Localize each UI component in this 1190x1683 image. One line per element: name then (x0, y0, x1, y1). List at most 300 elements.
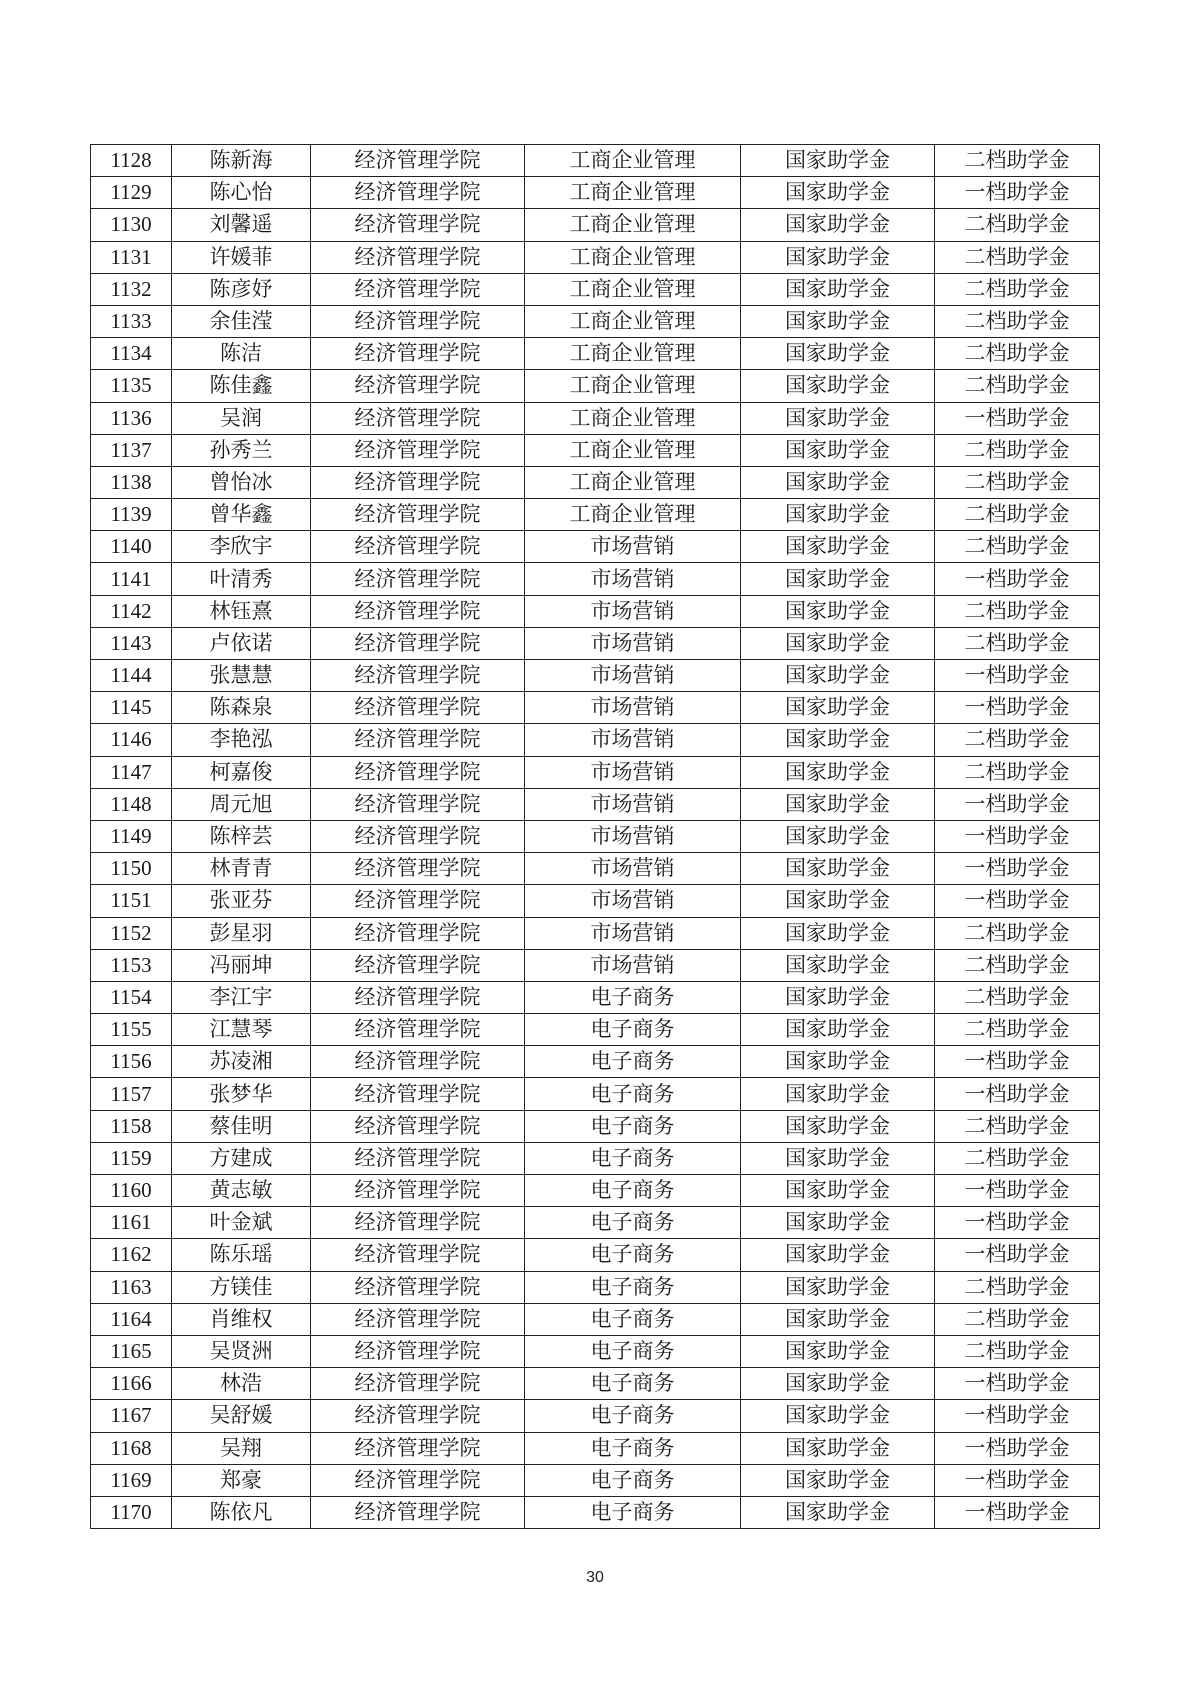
table-row (91, 1271, 1100, 1303)
cell-number: 1141 (91, 563, 172, 595)
cell-major: 电子商务 (525, 981, 741, 1013)
cell-major: 市场营销 (525, 820, 741, 852)
table-row (91, 273, 1100, 305)
cell-name: 吴贤洲 (172, 1335, 311, 1367)
table-row (91, 853, 1100, 885)
cell-college: 经济管理学院 (311, 1400, 525, 1432)
cell-name: 苏凌湘 (172, 1046, 311, 1078)
cell-college: 经济管理学院 (311, 273, 525, 305)
cell-major: 工商企业管理 (525, 209, 741, 241)
cell-college: 经济管理学院 (311, 402, 525, 434)
cell-grant-level: 一档助学金 (935, 853, 1100, 885)
cell-grant-type: 国家助学金 (741, 531, 935, 563)
cell-college: 经济管理学院 (311, 1175, 525, 1207)
table-row (91, 1400, 1100, 1432)
cell-name: 叶清秀 (172, 563, 311, 595)
cell-name: 卢依诺 (172, 627, 311, 659)
cell-number: 1129 (91, 177, 172, 209)
cell-grant-level: 一档助学金 (935, 1078, 1100, 1110)
cell-name: 陈乐瑶 (172, 1239, 311, 1271)
cell-grant-level: 一档助学金 (935, 1496, 1100, 1528)
cell-grant-type: 国家助学金 (741, 466, 935, 498)
table-row (91, 627, 1100, 659)
table-row (91, 531, 1100, 563)
cell-grant-type: 国家助学金 (741, 1464, 935, 1496)
table-row (91, 1368, 1100, 1400)
cell-number: 1163 (91, 1271, 172, 1303)
cell-grant-level: 二档助学金 (935, 499, 1100, 531)
cell-college: 经济管理学院 (311, 1207, 525, 1239)
cell-name: 肖维权 (172, 1303, 311, 1335)
cell-name: 周元旭 (172, 788, 311, 820)
cell-grant-type: 国家助学金 (741, 1014, 935, 1046)
cell-grant-type: 国家助学金 (741, 1239, 935, 1271)
cell-number: 1151 (91, 885, 172, 917)
cell-grant-level: 一档助学金 (935, 1046, 1100, 1078)
cell-name: 吴翔 (172, 1432, 311, 1464)
cell-grant-type: 国家助学金 (741, 660, 935, 692)
table-row (91, 1046, 1100, 1078)
cell-college: 经济管理学院 (311, 1432, 525, 1464)
cell-college: 经济管理学院 (311, 724, 525, 756)
cell-number: 1131 (91, 241, 172, 273)
cell-name: 彭星羽 (172, 917, 311, 949)
cell-name: 陈佳鑫 (172, 370, 311, 402)
table-row (91, 434, 1100, 466)
cell-name: 李艳泓 (172, 724, 311, 756)
cell-college: 经济管理学院 (311, 692, 525, 724)
cell-grant-level: 二档助学金 (935, 981, 1100, 1013)
cell-grant-level: 二档助学金 (935, 1142, 1100, 1174)
cell-number: 1164 (91, 1303, 172, 1335)
cell-major: 电子商务 (525, 1271, 741, 1303)
cell-major: 电子商务 (525, 1464, 741, 1496)
cell-college: 经济管理学院 (311, 1335, 525, 1367)
cell-major: 电子商务 (525, 1142, 741, 1174)
cell-major: 工商企业管理 (525, 177, 741, 209)
cell-major: 电子商务 (525, 1014, 741, 1046)
cell-number: 1167 (91, 1400, 172, 1432)
table-row (91, 660, 1100, 692)
cell-grant-type: 国家助学金 (741, 1271, 935, 1303)
cell-grant-type: 国家助学金 (741, 595, 935, 627)
cell-major: 市场营销 (525, 853, 741, 885)
cell-grant-type: 国家助学金 (741, 1303, 935, 1335)
cell-grant-level: 二档助学金 (935, 145, 1100, 177)
cell-number: 1159 (91, 1142, 172, 1174)
cell-major: 市场营销 (525, 724, 741, 756)
cell-college: 经济管理学院 (311, 820, 525, 852)
cell-grant-type: 国家助学金 (741, 434, 935, 466)
cell-college: 经济管理学院 (311, 531, 525, 563)
cell-name: 蔡佳明 (172, 1110, 311, 1142)
cell-college: 经济管理学院 (311, 370, 525, 402)
cell-grant-type: 国家助学金 (741, 1046, 935, 1078)
cell-number: 1165 (91, 1335, 172, 1367)
cell-grant-level: 二档助学金 (935, 1014, 1100, 1046)
cell-name: 余佳滢 (172, 305, 311, 337)
cell-number: 1170 (91, 1496, 172, 1528)
cell-number: 1166 (91, 1368, 172, 1400)
cell-grant-level: 二档助学金 (935, 949, 1100, 981)
cell-grant-level: 一档助学金 (935, 177, 1100, 209)
cell-college: 经济管理学院 (311, 1303, 525, 1335)
table-row (91, 370, 1100, 402)
table-row (91, 563, 1100, 595)
cell-name: 方镁佳 (172, 1271, 311, 1303)
cell-grant-type: 国家助学金 (741, 981, 935, 1013)
table-row (91, 1078, 1100, 1110)
cell-grant-type: 国家助学金 (741, 692, 935, 724)
cell-major: 市场营销 (525, 756, 741, 788)
cell-number: 1133 (91, 305, 172, 337)
cell-grant-level: 二档助学金 (935, 273, 1100, 305)
cell-name: 林钰熹 (172, 595, 311, 627)
cell-name: 李江宇 (172, 981, 311, 1013)
table-row (91, 1303, 1100, 1335)
cell-grant-level: 一档助学金 (935, 1207, 1100, 1239)
cell-major: 电子商务 (525, 1239, 741, 1271)
cell-grant-type: 国家助学金 (741, 1496, 935, 1528)
table-row (91, 1207, 1100, 1239)
cell-college: 经济管理学院 (311, 563, 525, 595)
cell-major: 工商企业管理 (525, 466, 741, 498)
cell-grant-type: 国家助学金 (741, 1142, 935, 1174)
cell-major: 工商企业管理 (525, 273, 741, 305)
table-row (91, 145, 1100, 177)
cell-number: 1150 (91, 853, 172, 885)
cell-grant-type: 国家助学金 (741, 788, 935, 820)
cell-college: 经济管理学院 (311, 949, 525, 981)
cell-major: 电子商务 (525, 1046, 741, 1078)
cell-name: 方建成 (172, 1142, 311, 1174)
cell-name: 陈新海 (172, 145, 311, 177)
table-row (91, 692, 1100, 724)
cell-grant-type: 国家助学金 (741, 885, 935, 917)
cell-grant-level: 二档助学金 (935, 241, 1100, 273)
cell-major: 电子商务 (525, 1207, 741, 1239)
aid-recipients-table (90, 144, 1100, 1529)
table-row (91, 1496, 1100, 1528)
cell-grant-type: 国家助学金 (741, 1368, 935, 1400)
cell-grant-type: 国家助学金 (741, 177, 935, 209)
cell-grant-type: 国家助学金 (741, 853, 935, 885)
cell-major: 工商企业管理 (525, 305, 741, 337)
cell-name: 郑豪 (172, 1464, 311, 1496)
cell-number: 1143 (91, 627, 172, 659)
cell-name: 许媛菲 (172, 241, 311, 273)
cell-number: 1152 (91, 917, 172, 949)
cell-name: 孙秀兰 (172, 434, 311, 466)
cell-name: 柯嘉俊 (172, 756, 311, 788)
table-row (91, 949, 1100, 981)
cell-grant-level: 一档助学金 (935, 1239, 1100, 1271)
cell-name: 林青青 (172, 853, 311, 885)
cell-grant-type: 国家助学金 (741, 1110, 935, 1142)
cell-grant-type: 国家助学金 (741, 402, 935, 434)
cell-grant-level: 二档助学金 (935, 595, 1100, 627)
cell-number: 1168 (91, 1432, 172, 1464)
cell-number: 1142 (91, 595, 172, 627)
cell-college: 经济管理学院 (311, 209, 525, 241)
cell-major: 市场营销 (525, 660, 741, 692)
cell-major: 市场营销 (525, 595, 741, 627)
cell-college: 经济管理学院 (311, 885, 525, 917)
cell-grant-type: 国家助学金 (741, 756, 935, 788)
cell-name: 冯丽坤 (172, 949, 311, 981)
cell-college: 经济管理学院 (311, 1046, 525, 1078)
cell-college: 经济管理学院 (311, 1464, 525, 1496)
cell-major: 工商企业管理 (525, 434, 741, 466)
cell-college: 经济管理学院 (311, 1014, 525, 1046)
table-row (91, 1335, 1100, 1367)
cell-college: 经济管理学院 (311, 338, 525, 370)
cell-major: 工商企业管理 (525, 241, 741, 273)
cell-college: 经济管理学院 (311, 756, 525, 788)
cell-number: 1139 (91, 499, 172, 531)
cell-number: 1148 (91, 788, 172, 820)
cell-grant-type: 国家助学金 (741, 499, 935, 531)
cell-college: 经济管理学院 (311, 917, 525, 949)
cell-name: 曾华鑫 (172, 499, 311, 531)
cell-name: 张亚芬 (172, 885, 311, 917)
table-row (91, 1464, 1100, 1496)
cell-grant-type: 国家助学金 (741, 1335, 935, 1367)
cell-college: 经济管理学院 (311, 1142, 525, 1174)
cell-grant-level: 一档助学金 (935, 402, 1100, 434)
cell-major: 电子商务 (525, 1110, 741, 1142)
cell-grant-level: 二档助学金 (935, 1303, 1100, 1335)
cell-name: 叶金斌 (172, 1207, 311, 1239)
table-row (91, 1014, 1100, 1046)
cell-grant-type: 国家助学金 (741, 241, 935, 273)
cell-name: 李欣宇 (172, 531, 311, 563)
cell-number: 1128 (91, 145, 172, 177)
cell-grant-type: 国家助学金 (741, 305, 935, 337)
cell-grant-level: 一档助学金 (935, 788, 1100, 820)
cell-name: 陈心怡 (172, 177, 311, 209)
cell-college: 经济管理学院 (311, 466, 525, 498)
cell-major: 市场营销 (525, 788, 741, 820)
cell-grant-level: 一档助学金 (935, 1400, 1100, 1432)
cell-college: 经济管理学院 (311, 499, 525, 531)
cell-major: 工商企业管理 (525, 402, 741, 434)
table-row (91, 788, 1100, 820)
cell-grant-level: 一档助学金 (935, 660, 1100, 692)
cell-number: 1130 (91, 209, 172, 241)
cell-grant-level: 二档助学金 (935, 917, 1100, 949)
cell-grant-type: 国家助学金 (741, 1400, 935, 1432)
cell-name: 林浩 (172, 1368, 311, 1400)
cell-grant-level: 二档助学金 (935, 1110, 1100, 1142)
cell-name: 陈彦妤 (172, 273, 311, 305)
cell-grant-level: 二档助学金 (935, 756, 1100, 788)
cell-major: 电子商务 (525, 1335, 741, 1367)
cell-grant-type: 国家助学金 (741, 145, 935, 177)
cell-college: 经济管理学院 (311, 305, 525, 337)
cell-major: 电子商务 (525, 1078, 741, 1110)
cell-number: 1155 (91, 1014, 172, 1046)
cell-grant-type: 国家助学金 (741, 917, 935, 949)
cell-number: 1136 (91, 402, 172, 434)
table-row (91, 981, 1100, 1013)
cell-grant-level: 二档助学金 (935, 338, 1100, 370)
cell-college: 经济管理学院 (311, 660, 525, 692)
cell-major: 市场营销 (525, 949, 741, 981)
cell-number: 1138 (91, 466, 172, 498)
cell-grant-level: 一档助学金 (935, 1175, 1100, 1207)
cell-number: 1137 (91, 434, 172, 466)
cell-grant-type: 国家助学金 (741, 1432, 935, 1464)
cell-grant-level: 二档助学金 (935, 627, 1100, 659)
cell-major: 电子商务 (525, 1400, 741, 1432)
cell-major: 电子商务 (525, 1432, 741, 1464)
cell-college: 经济管理学院 (311, 627, 525, 659)
cell-major: 工商企业管理 (525, 145, 741, 177)
cell-grant-level: 二档助学金 (935, 209, 1100, 241)
cell-number: 1146 (91, 724, 172, 756)
cell-major: 市场营销 (525, 563, 741, 595)
cell-name: 江慧琴 (172, 1014, 311, 1046)
cell-name: 曾怡冰 (172, 466, 311, 498)
cell-college: 经济管理学院 (311, 595, 525, 627)
table-row (91, 756, 1100, 788)
cell-grant-type: 国家助学金 (741, 563, 935, 595)
cell-college: 经济管理学院 (311, 177, 525, 209)
table-row (91, 917, 1100, 949)
table-row (91, 499, 1100, 531)
cell-major: 工商企业管理 (525, 338, 741, 370)
cell-number: 1158 (91, 1110, 172, 1142)
cell-major: 市场营销 (525, 917, 741, 949)
cell-grant-type: 国家助学金 (741, 209, 935, 241)
cell-college: 经济管理学院 (311, 1110, 525, 1142)
cell-major: 电子商务 (525, 1175, 741, 1207)
table-row (91, 241, 1100, 273)
cell-name: 吴润 (172, 402, 311, 434)
cell-grant-type: 国家助学金 (741, 949, 935, 981)
cell-number: 1144 (91, 660, 172, 692)
cell-name: 张梦华 (172, 1078, 311, 1110)
cell-college: 经济管理学院 (311, 1496, 525, 1528)
cell-grant-type: 国家助学金 (741, 338, 935, 370)
cell-grant-type: 国家助学金 (741, 370, 935, 402)
cell-grant-level: 一档助学金 (935, 692, 1100, 724)
cell-major: 电子商务 (525, 1496, 741, 1528)
cell-major: 市场营销 (525, 885, 741, 917)
cell-number: 1160 (91, 1175, 172, 1207)
cell-college: 经济管理学院 (311, 241, 525, 273)
table-row (91, 1175, 1100, 1207)
cell-number: 1169 (91, 1464, 172, 1496)
cell-number: 1162 (91, 1239, 172, 1271)
cell-number: 1147 (91, 756, 172, 788)
cell-name: 陈洁 (172, 338, 311, 370)
cell-grant-level: 一档助学金 (935, 885, 1100, 917)
cell-grant-type: 国家助学金 (741, 627, 935, 659)
table-row (91, 209, 1100, 241)
cell-number: 1157 (91, 1078, 172, 1110)
cell-grant-level: 二档助学金 (935, 434, 1100, 466)
cell-college: 经济管理学院 (311, 981, 525, 1013)
cell-grant-level: 二档助学金 (935, 370, 1100, 402)
cell-grant-level: 二档助学金 (935, 724, 1100, 756)
cell-grant-level: 一档助学金 (935, 1432, 1100, 1464)
cell-name: 张慧慧 (172, 660, 311, 692)
cell-grant-type: 国家助学金 (741, 820, 935, 852)
cell-name: 黄志敏 (172, 1175, 311, 1207)
cell-major: 电子商务 (525, 1368, 741, 1400)
page-number: 30 (586, 1569, 604, 1586)
cell-number: 1153 (91, 949, 172, 981)
cell-college: 经济管理学院 (311, 1271, 525, 1303)
cell-grant-type: 国家助学金 (741, 1207, 935, 1239)
cell-number: 1132 (91, 273, 172, 305)
cell-college: 经济管理学院 (311, 1368, 525, 1400)
cell-college: 经济管理学院 (311, 1078, 525, 1110)
cell-number: 1134 (91, 338, 172, 370)
cell-grant-level: 一档助学金 (935, 1464, 1100, 1496)
cell-number: 1156 (91, 1046, 172, 1078)
cell-major: 市场营销 (525, 531, 741, 563)
table-row (91, 885, 1100, 917)
cell-college: 经济管理学院 (311, 145, 525, 177)
cell-grant-type: 国家助学金 (741, 724, 935, 756)
table-row (91, 1239, 1100, 1271)
cell-number: 1145 (91, 692, 172, 724)
cell-major: 市场营销 (525, 627, 741, 659)
cell-grant-level: 一档助学金 (935, 1368, 1100, 1400)
table-row (91, 402, 1100, 434)
cell-major: 工商企业管理 (525, 370, 741, 402)
table-body (91, 145, 1100, 1529)
cell-name: 吴舒媛 (172, 1400, 311, 1432)
cell-number: 1140 (91, 531, 172, 563)
cell-college: 经济管理学院 (311, 788, 525, 820)
cell-number: 1161 (91, 1207, 172, 1239)
table-row (91, 1142, 1100, 1174)
cell-major: 工商企业管理 (525, 499, 741, 531)
table-row (91, 595, 1100, 627)
cell-grant-level: 二档助学金 (935, 466, 1100, 498)
cell-college: 经济管理学院 (311, 434, 525, 466)
table-row (91, 724, 1100, 756)
cell-grant-level: 二档助学金 (935, 1335, 1100, 1367)
cell-grant-type: 国家助学金 (741, 1078, 935, 1110)
cell-college: 经济管理学院 (311, 1239, 525, 1271)
cell-name: 陈森泉 (172, 692, 311, 724)
table-row (91, 305, 1100, 337)
cell-major: 市场营销 (525, 692, 741, 724)
cell-name: 刘馨遥 (172, 209, 311, 241)
cell-grant-type: 国家助学金 (741, 1175, 935, 1207)
cell-grant-level: 一档助学金 (935, 563, 1100, 595)
cell-number: 1149 (91, 820, 172, 852)
table-row (91, 1110, 1100, 1142)
cell-grant-level: 一档助学金 (935, 820, 1100, 852)
cell-major: 电子商务 (525, 1303, 741, 1335)
table-row (91, 177, 1100, 209)
cell-grant-level: 二档助学金 (935, 1271, 1100, 1303)
cell-grant-level: 二档助学金 (935, 531, 1100, 563)
cell-number: 1154 (91, 981, 172, 1013)
table-row (91, 1432, 1100, 1464)
cell-name: 陈依凡 (172, 1496, 311, 1528)
cell-name: 陈梓芸 (172, 820, 311, 852)
cell-number: 1135 (91, 370, 172, 402)
cell-grant-type: 国家助学金 (741, 273, 935, 305)
table-row (91, 466, 1100, 498)
